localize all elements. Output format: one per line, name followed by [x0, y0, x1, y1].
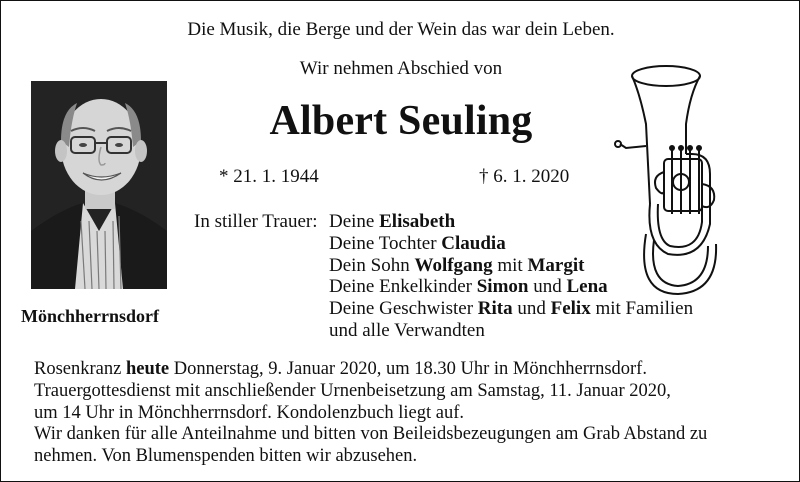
rosary-line: Rosenkranz heute Donnerstag, 9. Januar 2020, um 18.30 Uhr in Mönchherrnsdorf. [34, 359, 647, 379]
portrait-image [31, 81, 167, 289]
mourner-line: Deine Geschwister Rita und Felix mit Familien [329, 298, 694, 320]
motto-line: Die Musik, die Berge und der Wein das war dein Leben. [187, 19, 615, 40]
mourner-line: Dein Sohn Wolfgang mit Margit [329, 254, 585, 276]
mourning-intro: In stiller Trauer: [194, 211, 318, 232]
details-line: Trauergottesdienst mit anschließender Urnenbeisetzung am Samstag, 11. Januar 2020, [34, 380, 671, 401]
portrait-photo [31, 81, 167, 289]
death-date: † 6. 1. 2020 [479, 166, 570, 187]
mourner-line: Deine Tochter Claudia [329, 232, 506, 254]
mourner-line: und alle Verwandten [329, 319, 485, 341]
hometown-label: Mönchherrnsdorf [21, 306, 159, 326]
details-line: um 14 Uhr in Mönchherrnsdorf. Kondolenzbuch liegt auf. [34, 402, 465, 423]
service-details [34, 359, 774, 468]
tuba-icon [606, 54, 731, 304]
details-line: Wir danken für alle Anteilnahme und bitten von Beileidsbezeugungen am Grab Abstand zu [34, 424, 708, 445]
farewell-line: Wir nehmen Abschied von [299, 58, 503, 79]
mourner-line: Deine Elisabeth [329, 211, 456, 232]
details-line: nehmen. Von Blumenspenden bitten wir abzusehen. [34, 446, 418, 467]
mourner-line: Deine Enkelkinder Simon und Lena [329, 276, 608, 298]
birth-date: * 21. 1. 1944 [219, 166, 319, 187]
deceased-name: Albert Seuling [269, 98, 533, 144]
